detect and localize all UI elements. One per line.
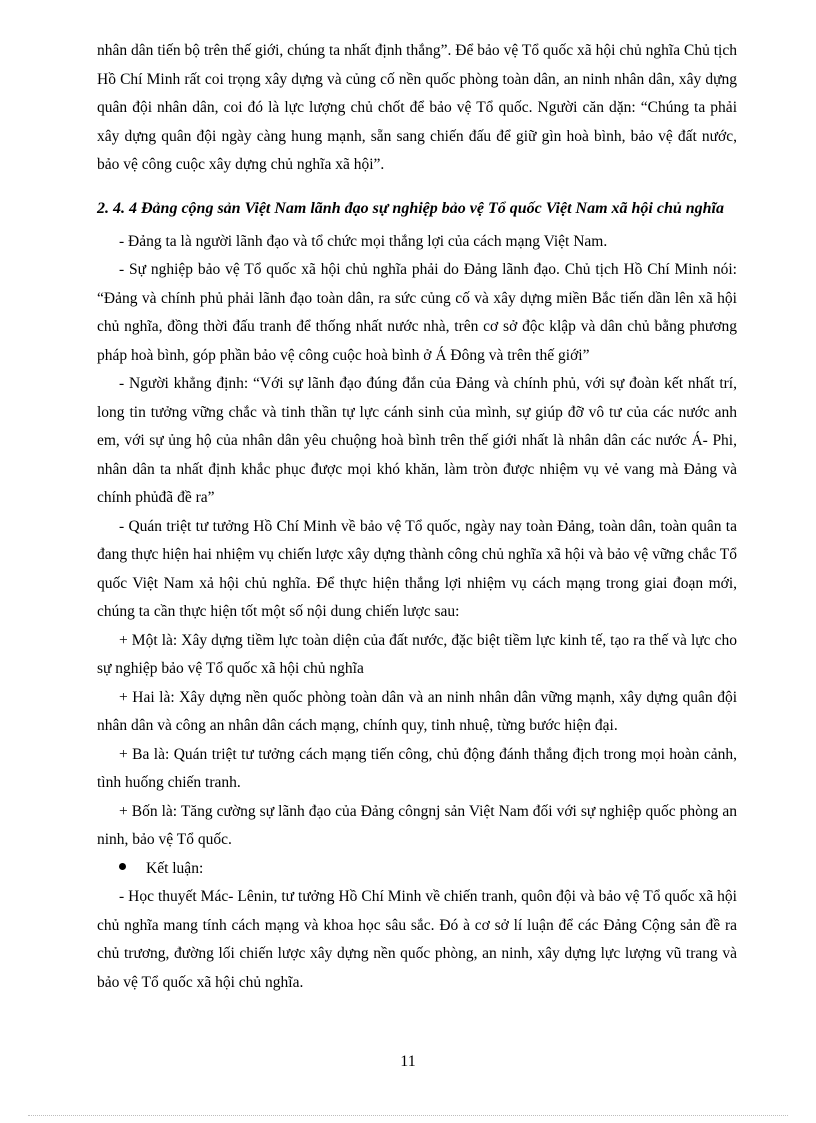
list-item: + Bốn là: Tăng cường sự lãnh đạo của Đảng côngnj sản Việt Nam đối với sự nghiệp quốc phòng an ninh, bảo vệ Tổ quốc.: [97, 802, 737, 848]
list-item: + Hai là: Xây dựng nền quốc phòng toàn dân và an ninh nhân dân vững mạnh, xây dựng quân đội nhân dân và công an nhân dân cách mạng, chính quy, tinh nhuệ, từng bước hiện đại.: [97, 688, 737, 734]
paragraph: - Quán triệt tư tưởng Hồ Chí Minh về bảo vệ Tổ quốc, ngày nay toàn Đảng, toàn dân, toàn quân ta đang thực hiện hai nhiệm vụ chiến lược xây dựng thành công chủ nghĩa xã hội và bảo vệ vững chắc Tổ quốc Việt Nam xả hội chủ nghĩa. Để thực hiện thắng lợi nhiệm vụ cách mạng trong giai đoạn mới, chúng ta cần thực hiện tốt một số nội dung chiến lược sau:: [97, 517, 737, 620]
conclusion-label: Kết luận:: [146, 859, 204, 877]
page-number: 11: [400, 1053, 416, 1070]
section-heading: 2. 4. 4 Đảng cộng sản Việt Nam lãnh đạo sự nghiệp bảo vệ Tổ quốc Việt Nam xã hội chủ nghĩa: [97, 199, 724, 217]
paragraph: - Học thuyết Mác- Lênin, tư tưởng Hồ Chí Minh về chiến tranh, quôn đội và bảo vệ Tổ quốc xã hội chủ nghĩa mang tính cách mạng và khoa học sâu sắc. Đó à cơ sở lí luận để các Đảng Cộng sản đề ra chủ trương, đường lối chiến lược xây dựng nền quốc phòng, an ninh, xây dựng lực lượng vũ trang và bảo vệ Tổ quốc xã hội chủ nghĩa.: [97, 888, 737, 991]
paragraph: - Đảng ta là người lãnh đạo và tổ chức mọi thắng lợi của cách mạng Việt Nam.: [119, 232, 608, 250]
list-item: + Một là: Xây dựng tiềm lực toàn diện của đất nước, đặc biệt tiềm lực kinh tế, tạo ra thế và lực cho sự nghiệp bảo vệ Tổ quốc xã hội chủ nghĩa: [97, 631, 737, 677]
document-body: [97, 37, 737, 997]
conclusion-bullet: [97, 855, 737, 884]
paragraph-intro: nhân dân tiến bộ trên thế giới, chúng ta nhất định thắng”. Để bảo vệ Tổ quốc xã hội chủ nghĩa Chủ tịch Hồ Chí Minh rất coi trọng xây dựng và củng cố nền quốc phòng toàn dân, an ninh nhân dân, xây dựng quân đội nhân dân, coi đó là lực lượng chủ chốt để bảo vệ Tổ quốc. Người căn dặn: “Chúng ta phải xây dựng quân đội ngày càng hung mạnh, sẵn sang chiến đấu để giữ gìn hoà bình, bảo vệ đất nước, bảo vệ công cuộc xây dựng chủ nghĩa xã hội”.: [97, 42, 737, 173]
paragraph: - Sự nghiệp bảo vệ Tổ quốc xã hội chủ nghĩa phải do Đảng lãnh đạo. Chủ tịch Hồ Chí Minh nói: “Đảng và chính phủ phải lãnh đạo toàn dân, ra sức củng cố và xây dựng miền Bắc tiến dần lên xã hội chủ nghĩa, đồng thời đấu tranh để thống nhất nước nhà, trên cơ sở độc klập và dân chủ bằng phương pháp hoà bình, góp phần bảo vệ công cuộc hoà bình ở Á Đông và trên thế giới”: [97, 261, 737, 364]
paragraph: - Người khẳng định: “Với sự lãnh đạo đúng đắn của Đảng và chính phủ, với sự đoàn kết nhất trí, long tin tưởng vững chắc và tinh thần tự lực cánh sinh của mình, sự giúp đỡ vô tư của các nước anh em, với sự ủng hộ của nhân dân yêu chuộng hoà bình trên thế giới nhất là nhân dân các nước Á- Phi, nhân dân ta nhất định khắc phục được mọi khó khăn, làm tròn được nhiệm vụ vẻ vang mà Đảng và chính phủđã đề ra”: [97, 375, 737, 506]
list-item: + Ba là: Quán triệt tư tưởng cách mạng tiến công, chủ động đánh thắng địch trong mọi hoàn cảnh, tình huống chiến tranh.: [97, 745, 737, 791]
bullet-icon: [119, 863, 126, 870]
page-border-divider: [28, 1115, 788, 1116]
